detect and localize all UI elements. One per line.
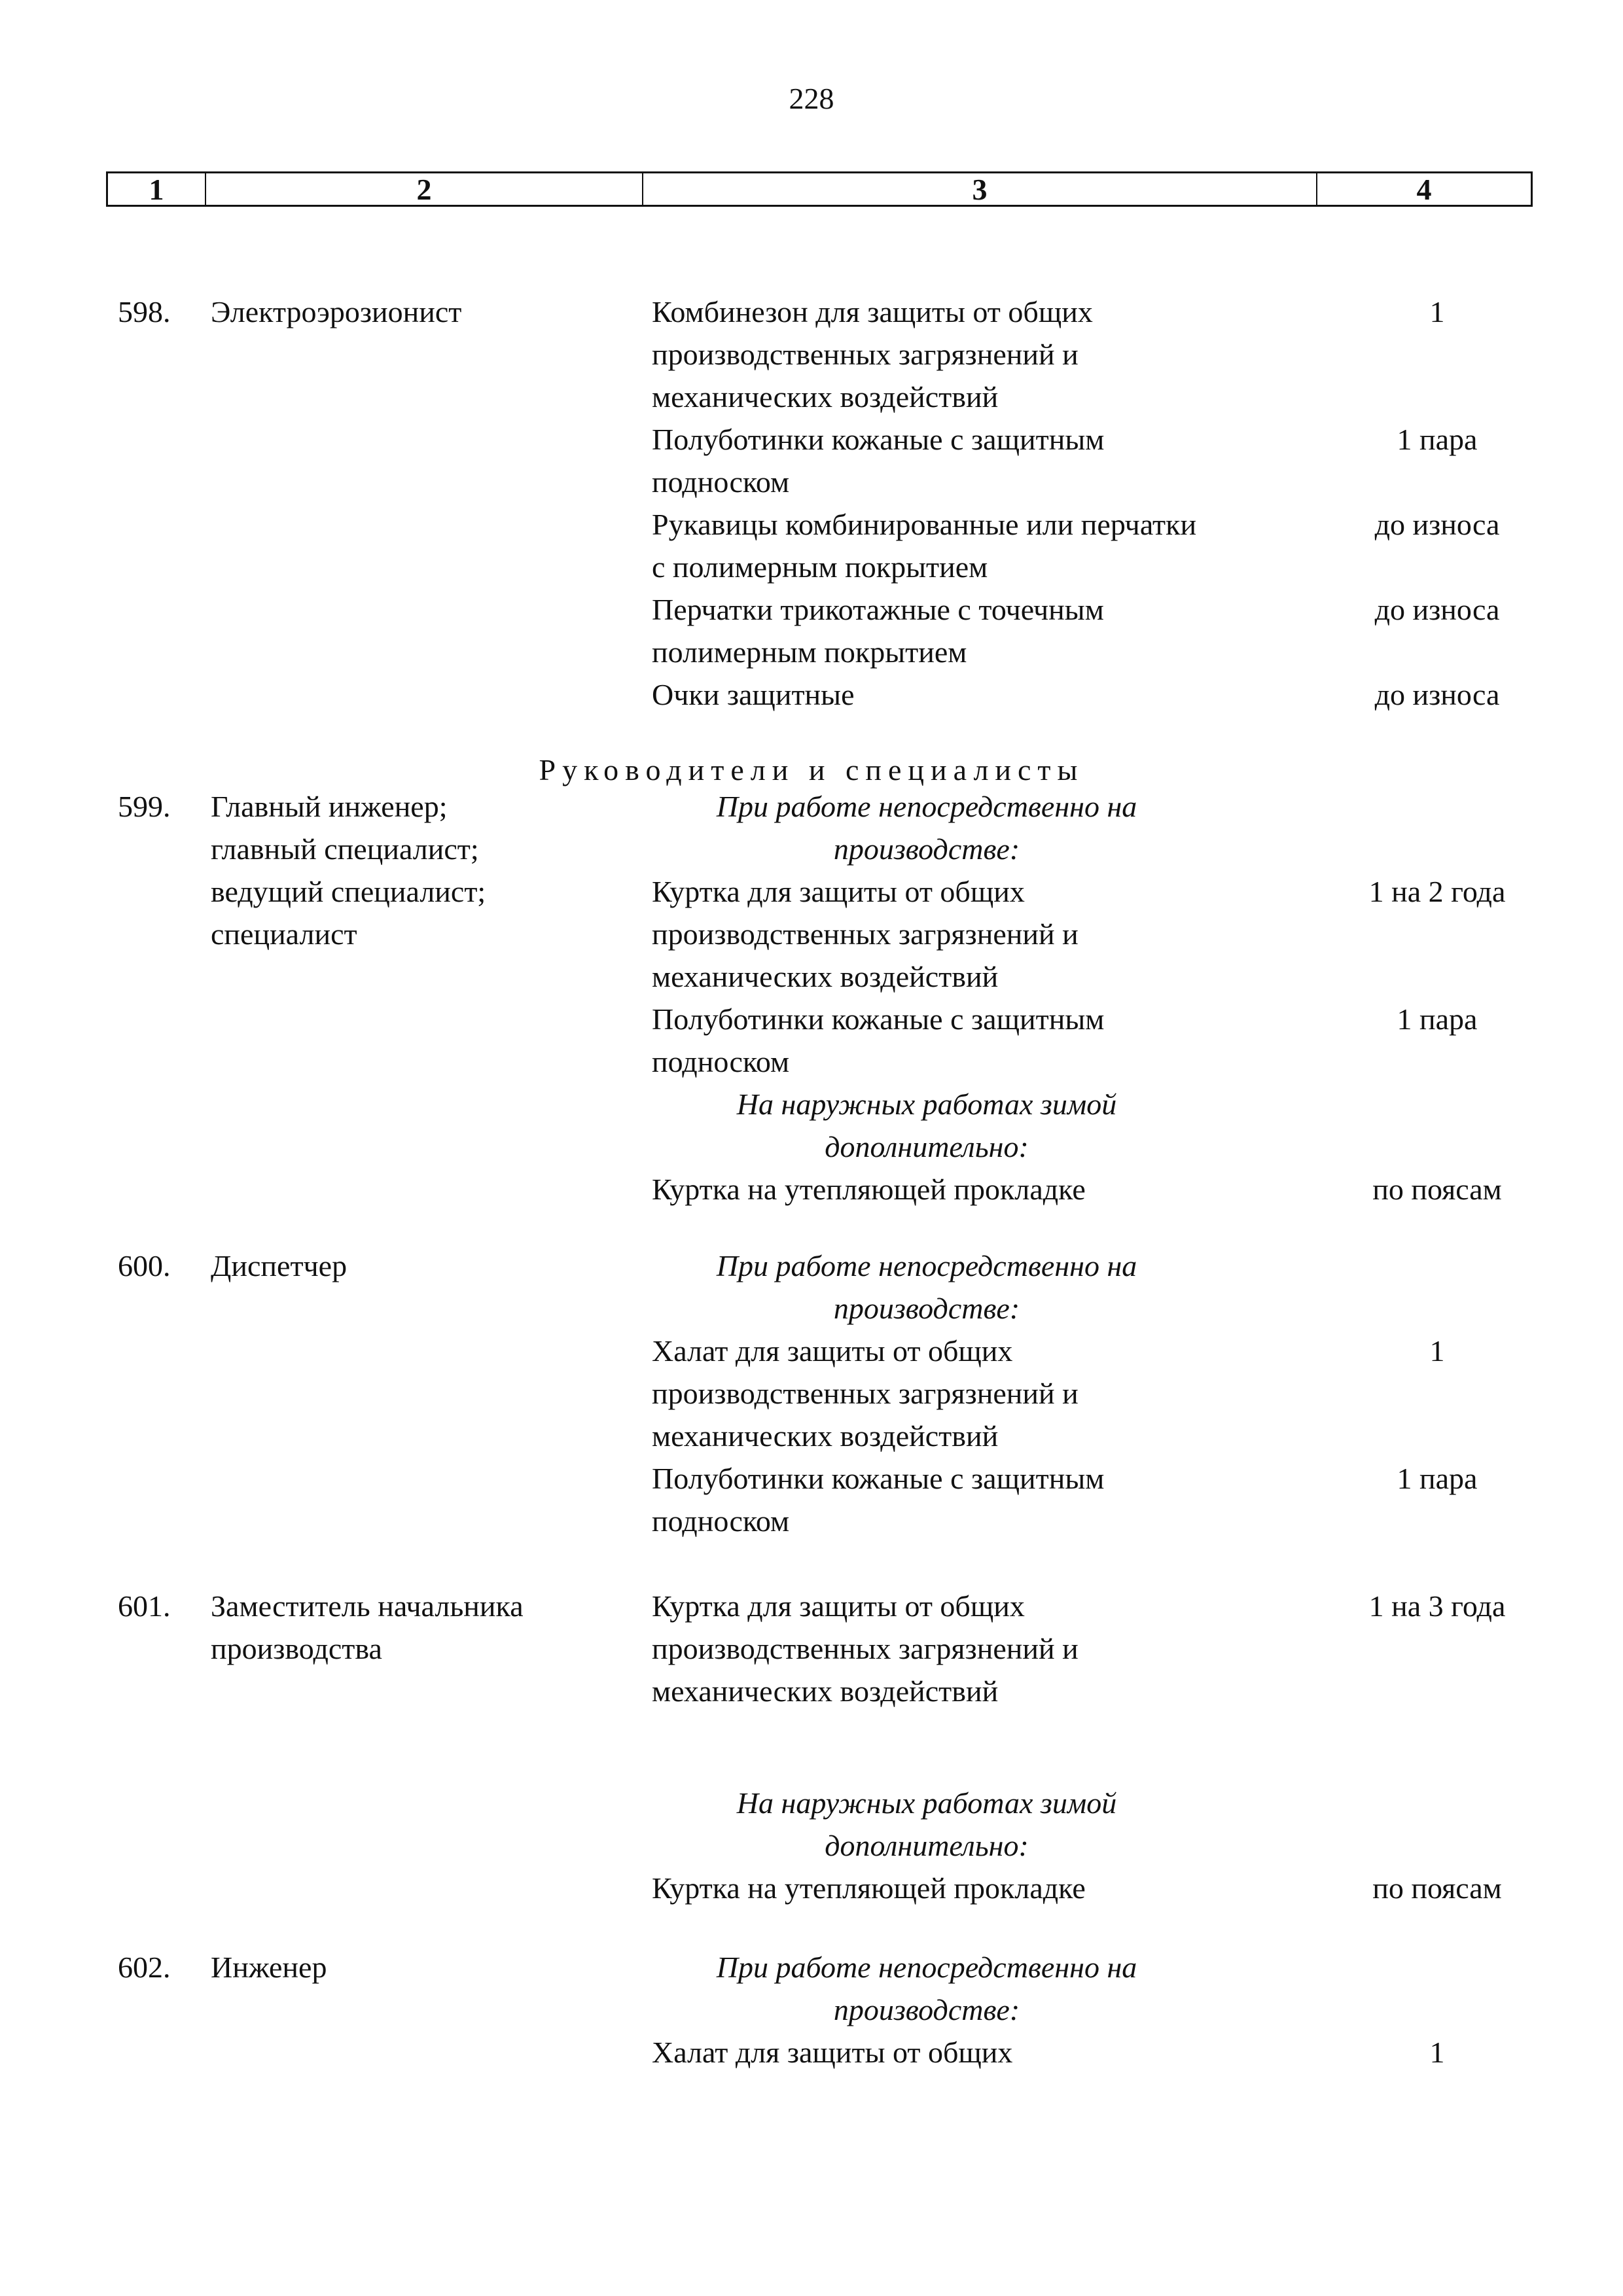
- list-item: [652, 870, 1506, 998]
- item-quantity: до износа: [1374, 593, 1500, 626]
- entry-number: 598.: [118, 295, 171, 328]
- column-header-3: 3: [642, 173, 1316, 205]
- item-name: Халат для защиты от общих: [652, 2036, 1013, 2069]
- item-name: Комбинезон для защиты от общих производственных загрязнений и механических воздействий: [652, 295, 1093, 414]
- item-list: [652, 1245, 1478, 1542]
- section-title: Руководители и специалисты: [539, 753, 1084, 786]
- item-name: Перчатки трикотажные с точечным полимерным покрытием: [652, 593, 1104, 669]
- column-header-2: 2: [205, 173, 642, 205]
- item-quantity: 1 на 2 года: [1368, 875, 1506, 908]
- profession-line: Инженер: [211, 1951, 327, 1984]
- subheading: При работе непосредственно на производстве:: [716, 1951, 1137, 2026]
- page-number: 228: [789, 82, 834, 115]
- profession: [211, 1245, 630, 1287]
- profession-line: Электроэрозионист: [211, 295, 462, 328]
- entry-number: 602.: [118, 1951, 171, 1984]
- item-name: Куртка на утепляющей прокладке: [652, 1173, 1086, 1206]
- column-header-4: 4: [1316, 173, 1531, 205]
- item-name: Полуботинки кожаные с защитным подноском: [652, 1002, 1105, 1078]
- item-list: [652, 1946, 1445, 2074]
- item-quantity: до износа: [1374, 508, 1500, 541]
- item-quantity: 1: [1429, 295, 1445, 328]
- item-quantity: до износа: [1374, 678, 1500, 711]
- profession-line: Заместитель начальника: [211, 1589, 524, 1623]
- profession-line: производства: [211, 1632, 382, 1665]
- item-quantity: по поясам: [1372, 1871, 1502, 1905]
- list-item: [652, 1168, 1502, 1210]
- profession: [211, 1946, 630, 1988]
- list-item: [652, 588, 1500, 673]
- item-list: [652, 1585, 1506, 1909]
- item-name: Рукавицы комбинированные или перчатки с полимерным покрытием: [652, 508, 1197, 584]
- subheading: На наружных работах зимой дополнительно:: [736, 1786, 1117, 1862]
- list-item: [652, 1330, 1445, 1457]
- list-item: [652, 2031, 1445, 2074]
- entry-number: 601.: [118, 1589, 171, 1623]
- entry-number: 600.: [118, 1249, 171, 1282]
- profession: [211, 1585, 630, 1670]
- list-item: [652, 418, 1478, 503]
- item-name: Куртка для защиты от общих производственных загрязнений и механических воздействий: [652, 1589, 1079, 1708]
- item-quantity: 1 пара: [1397, 1462, 1478, 1495]
- list-item: [652, 1585, 1506, 1712]
- profession-line: главный специалист;: [211, 832, 479, 866]
- item-name: Полуботинки кожаные с защитным подноском: [652, 423, 1105, 499]
- column-header-table: [106, 171, 1533, 207]
- profession: [211, 291, 630, 333]
- entry-number: 599.: [118, 790, 171, 823]
- list-item: [652, 1867, 1502, 1909]
- list-item: [652, 1457, 1478, 1542]
- profession-line: специалист: [211, 917, 357, 951]
- item-quantity: 1: [1429, 2036, 1445, 2069]
- item-quantity: 1 пара: [1397, 423, 1478, 456]
- list-item: [652, 503, 1500, 588]
- subheading: На наружных работах зимой дополнительно:: [736, 1087, 1117, 1163]
- item-list: [652, 291, 1500, 716]
- item-quantity: 1 на 3 года: [1368, 1589, 1506, 1623]
- item-name: Очки защитные: [652, 678, 855, 711]
- item-name: Куртка на утепляющей прокладке: [652, 1871, 1086, 1905]
- item-name: Куртка для защиты от общих производственных загрязнений и механических воздействий: [652, 875, 1079, 993]
- profession-line: ведущий специалист;: [211, 875, 486, 908]
- column-header-1: 1: [149, 173, 164, 206]
- item-name: Халат для защиты от общих производственных загрязнений и механических воздействий: [652, 1334, 1079, 1453]
- list-item: [652, 673, 1500, 716]
- profession-line: Диспетчер: [211, 1249, 348, 1282]
- profession: [211, 785, 630, 955]
- list-item: [652, 291, 1445, 418]
- item-name: Полуботинки кожаные с защитным подноском: [652, 1462, 1105, 1538]
- profession-line: Главный инженер;: [211, 790, 448, 823]
- subheading: При работе непосредственно на производстве:: [716, 1249, 1137, 1325]
- item-list: [652, 785, 1506, 1210]
- subheading: При работе непосредственно на производстве:: [716, 790, 1137, 866]
- item-quantity: 1 пара: [1397, 1002, 1478, 1036]
- item-quantity: по поясам: [1372, 1173, 1502, 1206]
- item-quantity: 1: [1429, 1334, 1445, 1368]
- list-item: [652, 998, 1478, 1083]
